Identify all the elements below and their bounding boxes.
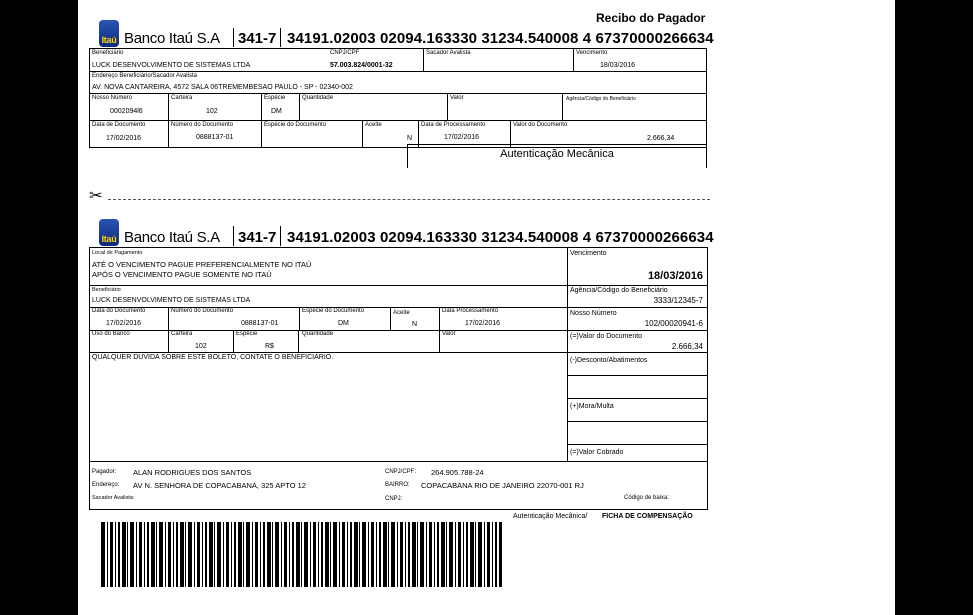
nosso-numero-value: 0002094l6 (110, 108, 143, 115)
endereco-value: AV. NOVA CANTAREIRA, 4572 SALA 06TREMEMBESAO PAULO - SP - 02340-002 (92, 84, 353, 91)
divider (299, 93, 300, 120)
quantidade-label: Quantidade (302, 95, 334, 101)
endereco-label: Endereço: (92, 482, 120, 488)
divider (567, 248, 568, 461)
bairro-label: BAIRRO: (385, 482, 410, 488)
aceite-label: Aceite (393, 310, 410, 316)
carteira-label: Carteira (171, 331, 193, 337)
agencia-label: Agência/Código do Beneficiário (570, 287, 668, 294)
numero-documento-value: 0888137-01 (241, 320, 279, 327)
especie-documento-label: Espécie do Documento (264, 122, 327, 128)
digitable-line: 34191.02003 02094.163330 31234.540008 4 67370000266634 (287, 229, 714, 246)
data-processamento-label: Data de Processamento (421, 122, 486, 128)
divider (168, 307, 169, 352)
codigo-baixa-label: Código de baixa: (624, 495, 670, 501)
sacador-label: Sacador Avalista: (92, 495, 135, 501)
especie-documento-value: DM (338, 320, 349, 327)
desconto-label: (-)Desconto/Abatimentos (570, 357, 648, 364)
divider (390, 307, 391, 330)
divider (280, 28, 281, 47)
bairro-value: COPACABANA RIO DE JANEIRO 22070-001 RJ (421, 481, 584, 490)
vencimento-label: Vencimento (570, 250, 607, 257)
divider (567, 330, 707, 331)
local-pagamento-line-2: APÓS O VENCIMENTO PAGUE SOMENTE NO ITAÚ (92, 270, 272, 279)
receipt-table (89, 48, 707, 148)
barcode (101, 522, 502, 587)
endereco-label: Endereço Beneficiário/Sacador Avalista (92, 73, 197, 79)
divider (567, 398, 707, 399)
data-documento-value: 17/02/2016 (106, 320, 142, 327)
numero-documento-label: Número do Documento (171, 122, 234, 128)
endereco-value: AV N. SENHORA DE COPACABANA, 325 APTO 12 (133, 481, 306, 490)
autenticacao-box (407, 144, 707, 168)
divider (298, 330, 299, 352)
bank-name: Banco Itaú S.A (124, 229, 220, 246)
valor-cobrado-label: (=)Valor Cobrado (570, 449, 624, 456)
pagador-value: ALAN RODRIGUES DOS SANTOS (133, 468, 252, 477)
divider (573, 49, 574, 71)
valor-documento-value: 2.666,34 (647, 135, 675, 142)
divider (90, 93, 706, 94)
divider (90, 352, 567, 353)
divider (299, 307, 300, 330)
aceite-label: Aceite (365, 122, 382, 128)
carteira-value: 102 (206, 108, 218, 115)
valor-label: Valor (450, 95, 464, 101)
receipt-title: Recibo do Pagador (596, 11, 706, 25)
agencia-value: 3333/12345-7 (653, 296, 703, 305)
instrucoes-text: QUALQUER DÚVIDA SOBRE ESTE BOLETO, CONTATE O BENEFICIÁRIO. (92, 354, 334, 361)
bank-name: Banco Itaú S.A (124, 30, 220, 47)
divider (280, 226, 281, 246)
autenticacao-mecanica-label: Autenticação Mecânica/ (513, 513, 588, 520)
valor-documento-value: 2.666,34 (671, 342, 703, 351)
carteira-label: Carteira (171, 95, 193, 101)
carteira-value: 102 (195, 343, 207, 350)
itau-logo-icon: Itaú (99, 219, 119, 246)
digitable-line: 34191.02003 02094.163330 31234.540008 4 67370000266634 (287, 30, 714, 47)
bank-code: 341-7 (238, 30, 277, 47)
scissors-icon: ✂ (88, 187, 103, 203)
numero-documento-value: 0888137-01 (196, 134, 234, 141)
autenticacao-label: Autenticação Mecânica (500, 148, 614, 160)
divider (233, 28, 234, 47)
beneficiario-label: Beneficiário (92, 50, 124, 56)
local-pagamento-label: Local de Pagamento (92, 250, 143, 256)
divider (418, 120, 419, 147)
especie-label: Espécie (264, 95, 286, 101)
boleto-page (78, 0, 895, 615)
divider (233, 226, 234, 246)
especie-documento-label: Espécie do Documento (302, 308, 365, 314)
pagador-label: Pagador: (92, 469, 117, 475)
pagador-cnpj-label: CNPJ/CPF: (385, 469, 417, 475)
quantidade-label: Quantidade (302, 331, 334, 337)
divider (261, 93, 262, 147)
divider (567, 285, 707, 286)
ficha-compensacao-label: FICHA DE COMPENSAÇÃO (602, 513, 693, 520)
divider (362, 120, 363, 147)
divider (447, 93, 448, 120)
sacador-label: Sacador Avalista (426, 50, 471, 56)
beneficiario-value: LUCK DESENVOLVIMENTO DE SISTEMAS LTDA (92, 297, 251, 304)
vencimento-label: Vencimento (576, 50, 608, 56)
numero-documento-label: Número do Documento (171, 308, 234, 314)
especie-value: R$ (265, 343, 274, 350)
divider (567, 375, 707, 376)
divider (567, 421, 707, 422)
agencia-label: Agência/Código do Beneficiário (566, 96, 636, 102)
divider (439, 307, 440, 352)
divider (90, 71, 706, 72)
divider (567, 307, 707, 308)
pagador-cnpj-value: 264.905.788-24 (431, 468, 484, 477)
divider (567, 352, 707, 353)
local-pagamento-line-1: ATÉ O VENCIMENTO PAGUE PREFERENCIALMENTE NO ITAÚ (92, 260, 312, 269)
divider (562, 93, 563, 120)
especie-value: DM (271, 108, 282, 115)
cnpj-value: 57.003.824/0001-32 (330, 62, 393, 69)
data-processamento-label: Data Processamento (442, 308, 499, 314)
data-documento-label: Data do Documento (92, 308, 146, 314)
vencimento-value: 18/03/2016 (600, 62, 636, 69)
divider (168, 93, 169, 120)
data-processamento-value: 17/02/2016 (444, 134, 480, 141)
nosso-numero-label: Nosso Número (570, 310, 617, 317)
cut-line (108, 199, 710, 200)
divider (90, 461, 707, 462)
beneficiario-value: LUCK DESENVOLVIMENTO DE SISTEMAS LTDA (92, 62, 251, 69)
valor-label: Valor (442, 331, 456, 337)
data-processamento-value: 17/02/2016 (465, 320, 501, 327)
ficha-table (89, 247, 708, 510)
divider (168, 120, 169, 147)
data-documento-value: 17/02/2016 (106, 135, 142, 142)
especie-label: Espécie (236, 331, 258, 337)
data-documento-label: Data de Documento (92, 122, 146, 128)
bank-code: 341-7 (238, 229, 277, 246)
divider (233, 330, 234, 352)
uso-banco-label: Uso do Banco (92, 331, 130, 337)
cnpj-label: CNPJ/CPF (330, 50, 360, 56)
vencimento-value: 18/03/2016 (647, 270, 703, 282)
aceite-value: N (407, 135, 413, 142)
valor-documento-label: Valor do Documento (513, 122, 568, 128)
itau-logo-icon: Itaú (99, 20, 119, 47)
divider (567, 444, 707, 445)
divider (510, 120, 511, 147)
nosso-numero-label: Nosso Número (92, 95, 133, 101)
valor-documento-label: (=)Valor do Documento (570, 333, 643, 340)
sacador-cnpj-label: CNPJ: (385, 496, 403, 502)
divider (90, 120, 706, 121)
divider (90, 285, 567, 286)
aceite-value: N (412, 321, 418, 328)
beneficiario-label: Beneficiário (92, 287, 121, 293)
nosso-numero-value: 102/00020941-6 (644, 319, 703, 328)
mora-label: (+)Mora/Multa (570, 403, 614, 410)
divider (423, 49, 424, 71)
